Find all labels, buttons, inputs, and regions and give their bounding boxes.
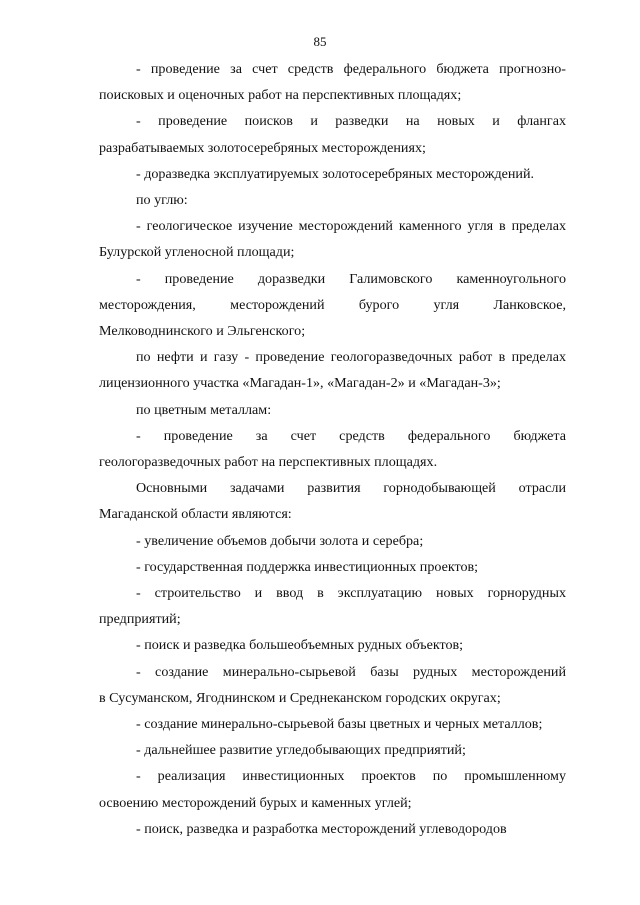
text-line: - реализация инвестиционных проектов по промышленному [136, 768, 566, 785]
paragraph [99, 763, 566, 815]
text-line: по цветным металлам: [136, 401, 272, 418]
paragraph [99, 397, 566, 423]
paragraph [99, 56, 566, 108]
text-line: месторождения, месторождений бурого угля Ланковское, [99, 296, 566, 313]
text-line: разрабатываемых золотосеребряных месторождениях; [99, 139, 426, 156]
document-body [99, 56, 566, 842]
text-line: - строительство и ввод в эксплуатацию новых горнорудных [136, 585, 566, 602]
paragraph [99, 423, 566, 475]
text-line: Булурской угленосной площади; [99, 244, 295, 261]
text-line: - увеличение объемов добычи золота и серебра; [136, 532, 424, 549]
paragraph [99, 187, 566, 213]
text-line: по нефти и газу - проведение геологоразведочных работ в пределах [136, 349, 566, 366]
text-line: - поиск и разведка большеобъемных рудных объектов; [136, 637, 464, 654]
text-line: - проведение поисков и разведки на новых и флангах [136, 113, 566, 130]
text-line: геологоразведочных работ на перспективных площадях. [99, 454, 438, 471]
text-line: - геологическое изучение месторождений каменного угля в пределах [136, 218, 566, 235]
paragraph [99, 161, 566, 187]
text-line: - создание минерально-сырьевой базы цветных и черных металлов; [136, 716, 543, 733]
text-line: предприятий; [99, 611, 181, 628]
paragraph [99, 632, 566, 658]
text-line: по углю: [136, 192, 188, 209]
paragraph [99, 528, 566, 554]
text-line: Магаданской области являются: [99, 506, 292, 523]
text-line: - проведение за счет средств федерального бюджета прогнозно- [136, 61, 566, 77]
text-line: - государственная поддержка инвестиционных проектов; [136, 558, 479, 575]
text-line: Основными задачами развития горнодобывающей отрасли [136, 480, 566, 497]
paragraph [99, 344, 566, 396]
paragraph [99, 737, 566, 763]
text-line: поисковых и оценочных работ на перспективных площадях; [99, 87, 462, 104]
text-line: - проведение за счет средств федерального бюджета [136, 427, 566, 444]
paragraph [99, 554, 566, 580]
text-line: - поиск, разведка и разработка месторождений углеводородов [136, 820, 507, 837]
paragraph [99, 816, 566, 842]
paragraph [99, 108, 566, 160]
paragraph [99, 659, 566, 711]
paragraph [99, 580, 566, 632]
paragraph [99, 711, 566, 737]
text-line: - создание минерально-сырьевой базы рудных месторождений [136, 663, 566, 680]
page-number: 85 [313, 34, 327, 49]
paragraph [99, 213, 566, 265]
text-line: Мелководнинского и Эльгенского; [99, 323, 306, 340]
paragraph [99, 266, 566, 345]
text-line: в Сусуманском, Ягоднинском и Среднеканском городских округах; [99, 689, 501, 706]
text-line: - доразведка эксплуатируемых золотосеребряных месторождений. [136, 165, 535, 182]
paragraph [99, 475, 566, 527]
text-line: лицензионного участка «Магадан-1», «Магадан-2» и «Магадан-3»; [99, 375, 501, 392]
text-line: освоению месторождений бурых и каменных углей; [99, 794, 412, 811]
text-line: - дальнейшее развитие угледобывающих предприятий; [136, 742, 466, 759]
text-line: - проведение доразведки Галимовского каменноугольного [136, 270, 566, 287]
